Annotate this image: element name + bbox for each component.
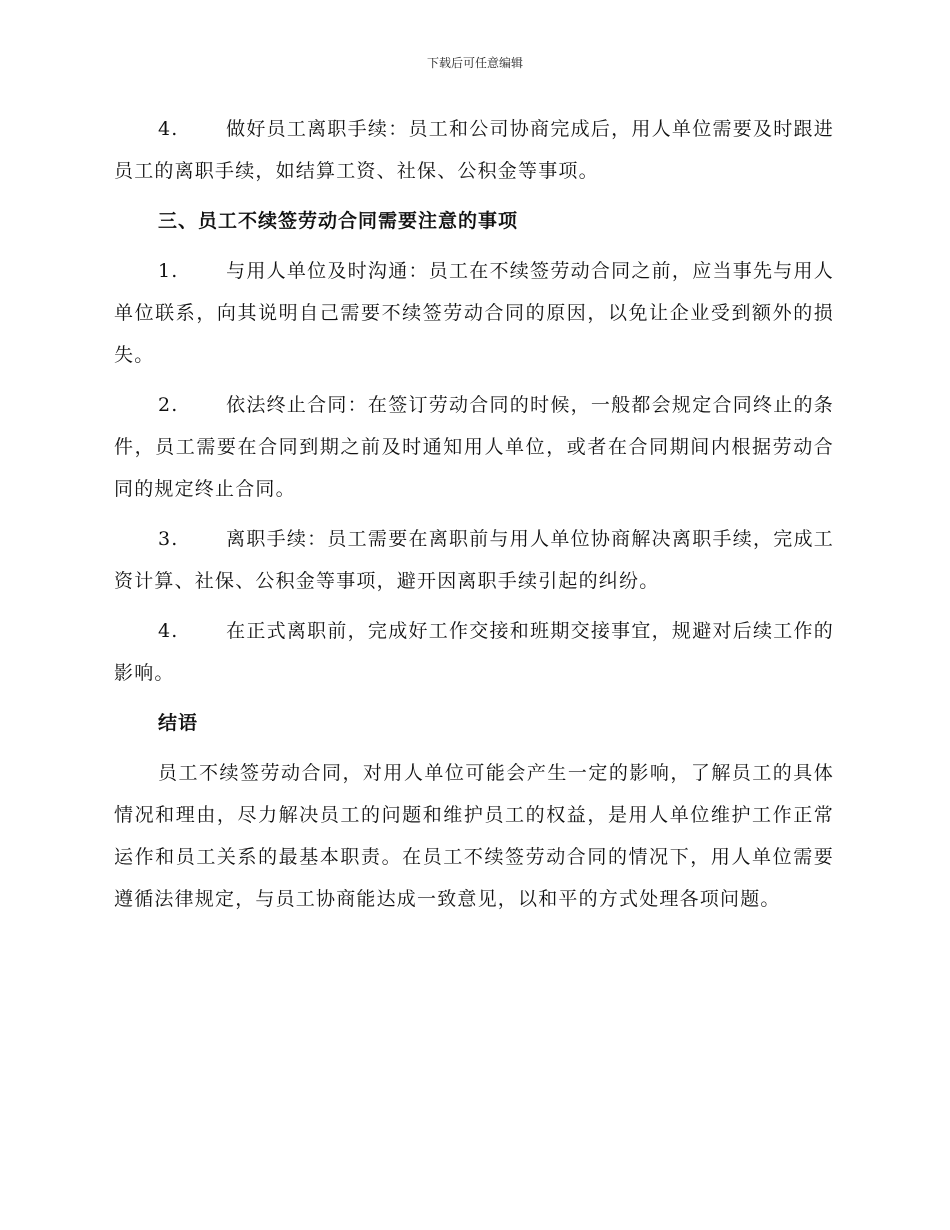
list-number: 4. — [158, 118, 179, 140]
list-item — [114, 250, 834, 376]
list-number: 4. — [158, 620, 179, 642]
list-item-text: 在正式离职前，完成好工作交接和班期交接事宜，规避对后续工作的影响。 — [114, 620, 834, 684]
page-header: 下载后可任意编辑 — [426, 56, 523, 70]
list-number: 1. — [158, 260, 179, 282]
list-item — [114, 518, 834, 602]
list-number: 2. — [158, 394, 179, 416]
list-number: 3. — [158, 528, 179, 550]
document-body — [114, 108, 834, 928]
list-item-text: 离职手续：员工需要在离职前与用人单位协商解决离职手续，完成工资计算、社保、公积金等事项，避开因离职手续引起的纠纷。 — [114, 528, 834, 592]
list-item — [114, 384, 834, 510]
list-item — [114, 108, 834, 192]
conclusion-heading: 结语 — [158, 712, 199, 734]
list-item-text: 做好员工离职手续：员工和公司协商完成后，用人单位需要及时跟进员工的离职手续，如结算工资、社保、公积金等事项。 — [114, 118, 834, 182]
conclusion-paragraph: 员工不续签劳动合同，对用人单位可能会产生一定的影响，了解员工的具体情况和理由，尽力解决员工的问题和维护员工的权益，是用人单位维护工作正常运作和员工关系的最基本职责。在员工不续签劳动合同的情况下，用人单位需要遵循法律规定，与员工协商能达成一致意见，以和平的方式处理各项问题。 — [114, 762, 834, 910]
list-item-text: 依法终止合同：在签订劳动合同的时候，一般都会规定合同终止的条件，员工需要在合同到期之前及时通知用人单位，或者在合同期间内根据劳动合同的规定终止合同。 — [114, 394, 834, 500]
section-heading: 三、员工不续签劳动合同需要注意的事项 — [158, 210, 519, 232]
list-item — [114, 610, 834, 694]
list-item-text: 与用人单位及时沟通：员工在不续签劳动合同之前，应当事先与用人单位联系，向其说明自己需要不续签劳动合同的原因，以免让企业受到额外的损失。 — [114, 260, 834, 366]
